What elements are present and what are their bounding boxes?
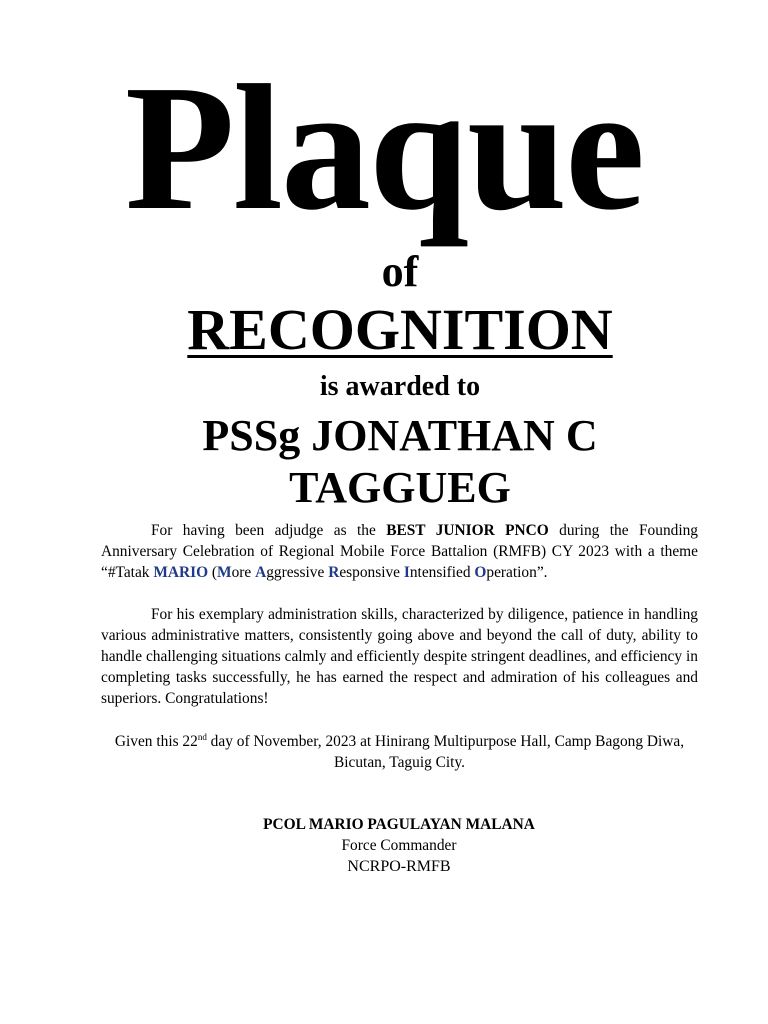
acronym-letter-m: M (217, 564, 232, 581)
citation-paragraph-2: For his exemplary administration skills, characterized by diligence, patience in handling various administrative matters, consistently going above and beyond the call of duty, ability to handle challenging situations calmly and efficiently despite stringent deadlines, and efficiency in completing tasks successfully, he has earned the respect and admiration of his colleagues and superiors. Congratulations! (101, 606, 698, 707)
acronym-word-m: ore (231, 564, 256, 581)
signatory-name: PCOL MARIO PAGULAYAN MALANA (263, 816, 535, 833)
acronym-letter-r: R (328, 564, 340, 581)
recipient-name-line1: PSSg JONATHAN C (202, 411, 598, 460)
acronym-letter-i: I (403, 564, 410, 581)
signatory-block (0, 814, 768, 877)
given-date-line (101, 731, 698, 773)
title-plaque: Plaque (124, 48, 644, 247)
awarded-to-line: is awarded to (319, 371, 481, 402)
acronym-word-o: peration”. (486, 564, 548, 581)
p1-text-c: ( (208, 564, 218, 581)
signatory-unit: NCRPO-RMFB (347, 858, 451, 875)
given-prefix: Given this 22 (114, 733, 198, 750)
p1-text-b: during the Founding Anniversary Celebration of Regional Mobile Force Battalion (RMFB) CY 2023 with a theme “#Tatak (101, 522, 698, 581)
acronym-letter-o: O (474, 564, 487, 581)
recipient-name-line2: TAGGUEG (289, 463, 511, 512)
citation-paragraph-1 (101, 520, 698, 583)
given-rest: day of November, 2023 at Hinirang Multipurpose Hall, Camp Bagong Diwa, Bicutan, Taguig City. (206, 733, 685, 771)
acronym-word-r: esponsive (339, 564, 404, 581)
signatory-position: Force Commander (341, 837, 457, 854)
recipient-name (0, 410, 768, 514)
p1-text-a: For having been adjudge as the (151, 522, 387, 539)
citation-body (101, 520, 698, 709)
title-recognition-text: RECOGNITION (187, 297, 613, 362)
title-recognition (0, 298, 768, 362)
title-of: of (381, 247, 419, 296)
acronym-word-a: ggressive (266, 564, 329, 581)
acronym-word-i: ntensified (409, 564, 475, 581)
acronym-letter-a: A (255, 564, 267, 581)
given-ordinal-suffix: nd (197, 731, 207, 742)
award-title: BEST JUNIOR PNCO (386, 522, 549, 539)
theme-mario: MARIO (153, 564, 209, 581)
